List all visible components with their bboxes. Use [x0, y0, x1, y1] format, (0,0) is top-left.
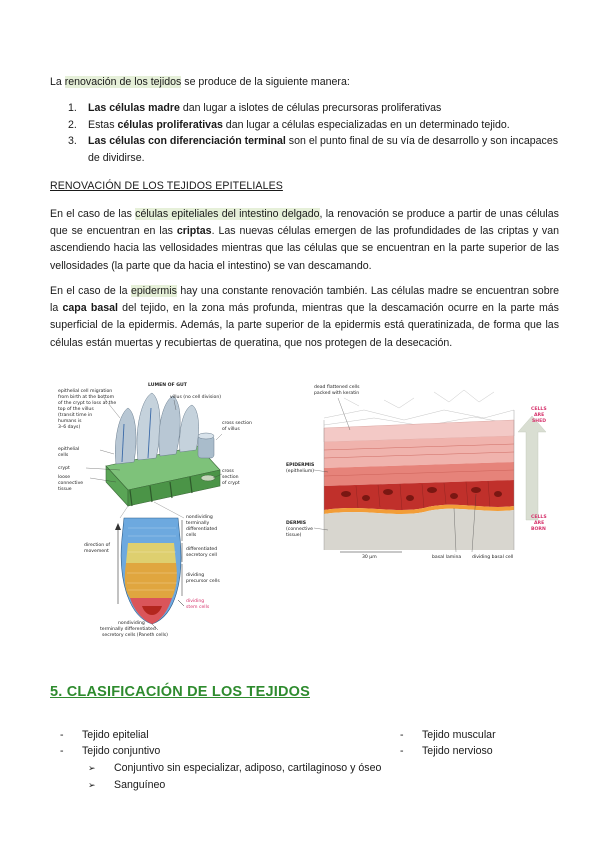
label-dermis: tissue)	[286, 533, 302, 538]
label-loose-tissue: connective	[58, 481, 84, 486]
step-number: 3.	[68, 135, 77, 147]
label-paneth: secretory cells (Paneth cells)	[102, 633, 168, 638]
step-item	[68, 100, 558, 117]
precursor-band	[125, 563, 177, 598]
villus-shape	[159, 396, 180, 456]
pointer-line	[216, 434, 222, 440]
pointer-line	[338, 398, 350, 430]
label-stem-cells: dividing	[186, 599, 205, 604]
label-migration: from birth at the bottom	[58, 395, 115, 400]
label-migration: (transit time in	[58, 413, 93, 418]
para-highlight: epidermis	[130, 285, 177, 297]
list-item-label: Sanguíneo	[114, 779, 166, 791]
step-text: dan lugar a células especializadas en un determinado tejido.	[222, 118, 510, 131]
label-dead-cells: packed with keratin	[314, 391, 360, 396]
label-epidermis: (epithelium)	[286, 469, 315, 474]
label-differentiated: secretory cell	[186, 553, 217, 558]
movement-arrowhead	[115, 523, 121, 530]
label-villus: villus (no cell division)	[170, 395, 222, 400]
list-item-label: Tejido muscular	[422, 729, 496, 741]
label-direction: movement	[84, 549, 109, 554]
label-loose-tissue: loose	[58, 475, 71, 480]
label-cells-shed: CELLS	[531, 407, 547, 412]
label-dead-cells: dead flattened cells	[314, 385, 360, 390]
step-text: Estas	[88, 118, 118, 131]
para-text: En el caso de la	[50, 285, 131, 297]
connective-sublist	[88, 760, 381, 794]
label-dividing-basal: dividing basal cell	[472, 555, 514, 560]
paragraph-intestine	[50, 206, 559, 275]
list-item-label: Tejido nervioso	[422, 745, 493, 757]
label-paneth: terminally differentiated	[100, 627, 156, 632]
step-number: 1.	[68, 102, 77, 114]
list-item	[88, 777, 381, 794]
zoom-line	[154, 502, 184, 518]
label-cells-born: BORN	[531, 527, 546, 532]
villus-shape	[180, 405, 199, 452]
step-number: 2.	[68, 118, 77, 131]
label-dermis: DERMIS	[286, 521, 307, 526]
intro-highlight: renovación de los tejidos	[64, 76, 182, 88]
step-item	[68, 117, 558, 134]
crypt-cross-section	[201, 475, 215, 481]
bracket	[178, 600, 184, 606]
step-bold: Las células con diferenciación terminal	[88, 135, 286, 147]
label-cross-villus: cross section	[222, 421, 252, 426]
label-nondividing: cells	[186, 533, 197, 538]
label-dermis: (connective	[286, 527, 313, 532]
para-text: En el caso de las	[50, 208, 136, 220]
arrow-bullet-icon: ➢	[88, 780, 96, 790]
differentiated-band	[126, 543, 176, 563]
tissue-list-left	[60, 727, 160, 759]
subheading-epithelial-renewal: RENOVACIÓN DE LOS TEJIDOS EPITELIALES	[50, 180, 283, 192]
list-item	[400, 743, 496, 759]
list-item-label: Conjuntivo sin especializar, adiposo, cartilaginoso y óseo	[114, 762, 382, 774]
intestine-renewal-figure	[58, 378, 278, 640]
label-dividing-precursor: dividing	[186, 573, 205, 578]
label-scale: 30 μm	[362, 555, 377, 560]
label-nondividing: nondividing	[186, 515, 213, 520]
label-migration: humans is	[58, 419, 82, 424]
villus-cross-section	[198, 436, 214, 458]
para-text: . Las nuevas células emergen de las profundidades de las criptas y van ascendiendo hacia las vellosidades mientras que las células que se encuentran en la parte superior de las vellosidades (la parte que da hacia el intestino) se van descamando.	[50, 225, 560, 272]
epidermis-renewal-figure	[284, 380, 554, 565]
label-dividing-precursor: precursor cells	[186, 579, 220, 584]
label-migration: epithelial cell migration	[58, 389, 113, 394]
label-stem-cells: stem cells	[186, 605, 210, 610]
step-bold: células proliferativas	[117, 118, 223, 131]
para-text: hay una constante renovación también. Las células madre se encuentran sobre la	[50, 285, 560, 315]
list-item-label: Tejido conjuntivo	[82, 745, 161, 757]
label-nondividing: differentiated	[186, 527, 218, 532]
label-cross-villus: of villus	[222, 427, 240, 432]
step-bold: Las células madre	[88, 102, 180, 114]
label-cells-born: ARE	[534, 521, 545, 526]
label-migration: top of the villus	[58, 407, 94, 412]
label-migration: 3–6 days)	[58, 425, 81, 430]
renewal-arrow	[518, 416, 546, 520]
para-text: , la renovación se produce a partir de unas células que se encuentran en las	[50, 208, 559, 238]
step-item	[68, 133, 558, 166]
steps-list	[68, 100, 558, 166]
label-migration: of the crypt to loss at the	[58, 401, 117, 406]
villus-cross-top	[198, 433, 214, 439]
label-loose-tissue: tissue	[58, 487, 72, 492]
label-crypt: crypt	[58, 466, 70, 471]
para-highlight: células epiteliales del intestino delgado	[135, 208, 320, 220]
label-nondividing: terminally	[186, 521, 210, 526]
dermis-layer	[324, 509, 514, 550]
label-epidermis: EPIDERMIS	[286, 463, 315, 468]
list-item	[400, 727, 496, 743]
list-item	[88, 760, 381, 777]
label-lumen: LUMEN OF GUT	[148, 383, 187, 388]
arrow-bullet-icon: ➢	[88, 763, 96, 773]
dash-bullet: -	[60, 729, 64, 741]
intro-paragraph	[50, 75, 560, 90]
label-cross-crypt: of crypt	[222, 481, 240, 486]
dash-bullet: -	[400, 729, 404, 741]
intro-text-b: se produce de la siguiente manera:	[181, 76, 350, 88]
list-item	[60, 743, 160, 759]
para-bold: criptas	[176, 225, 212, 238]
label-cross-crypt: cross	[222, 469, 234, 474]
list-item	[60, 727, 160, 743]
section-title: 5. CLASIFICACIÓN DE LOS TEJIDOS	[50, 684, 310, 700]
label-paneth: nondividing	[118, 621, 145, 626]
label-cross-crypt: section	[222, 475, 239, 480]
intro-text-a: La	[50, 76, 65, 88]
tissue-list-right	[400, 727, 496, 759]
list-item-label: Tejido epitelial	[82, 729, 149, 741]
label-direction: direction of	[84, 543, 111, 548]
dash-bullet: -	[400, 745, 404, 757]
label-cells-shed: ARE	[534, 413, 545, 418]
label-cells-shed: SHED	[532, 419, 547, 424]
dash-bullet: -	[60, 745, 64, 757]
label-epithelial: epithelial	[58, 447, 80, 452]
label-differentiated: differentiated	[186, 547, 218, 552]
para-text: del tejido, en la zona más profunda, mientras que la descamación ocurre en la parte más superficial de la epidermis. Además, la parte superior de la epidermis está queratinizada, de forma que las células están muertas y recubiertas de queratina, que nos protegen de la desecación.	[50, 302, 559, 349]
zoom-line	[120, 506, 128, 518]
step-text: son el punto final de su vía de desarrollo y son incapaces de dividirse.	[88, 135, 559, 164]
para-bold: capa basal	[62, 302, 118, 315]
label-epithelial: cells	[58, 453, 69, 458]
paragraph-epidermis	[50, 283, 559, 352]
label-basal-lamina: basal lamina	[432, 555, 462, 560]
label-cells-born: CELLS	[531, 515, 547, 520]
step-text: dan lugar a islotes de células precursoras proliferativas	[179, 102, 442, 114]
pointer-line	[100, 450, 114, 454]
villus-shape	[115, 408, 136, 464]
